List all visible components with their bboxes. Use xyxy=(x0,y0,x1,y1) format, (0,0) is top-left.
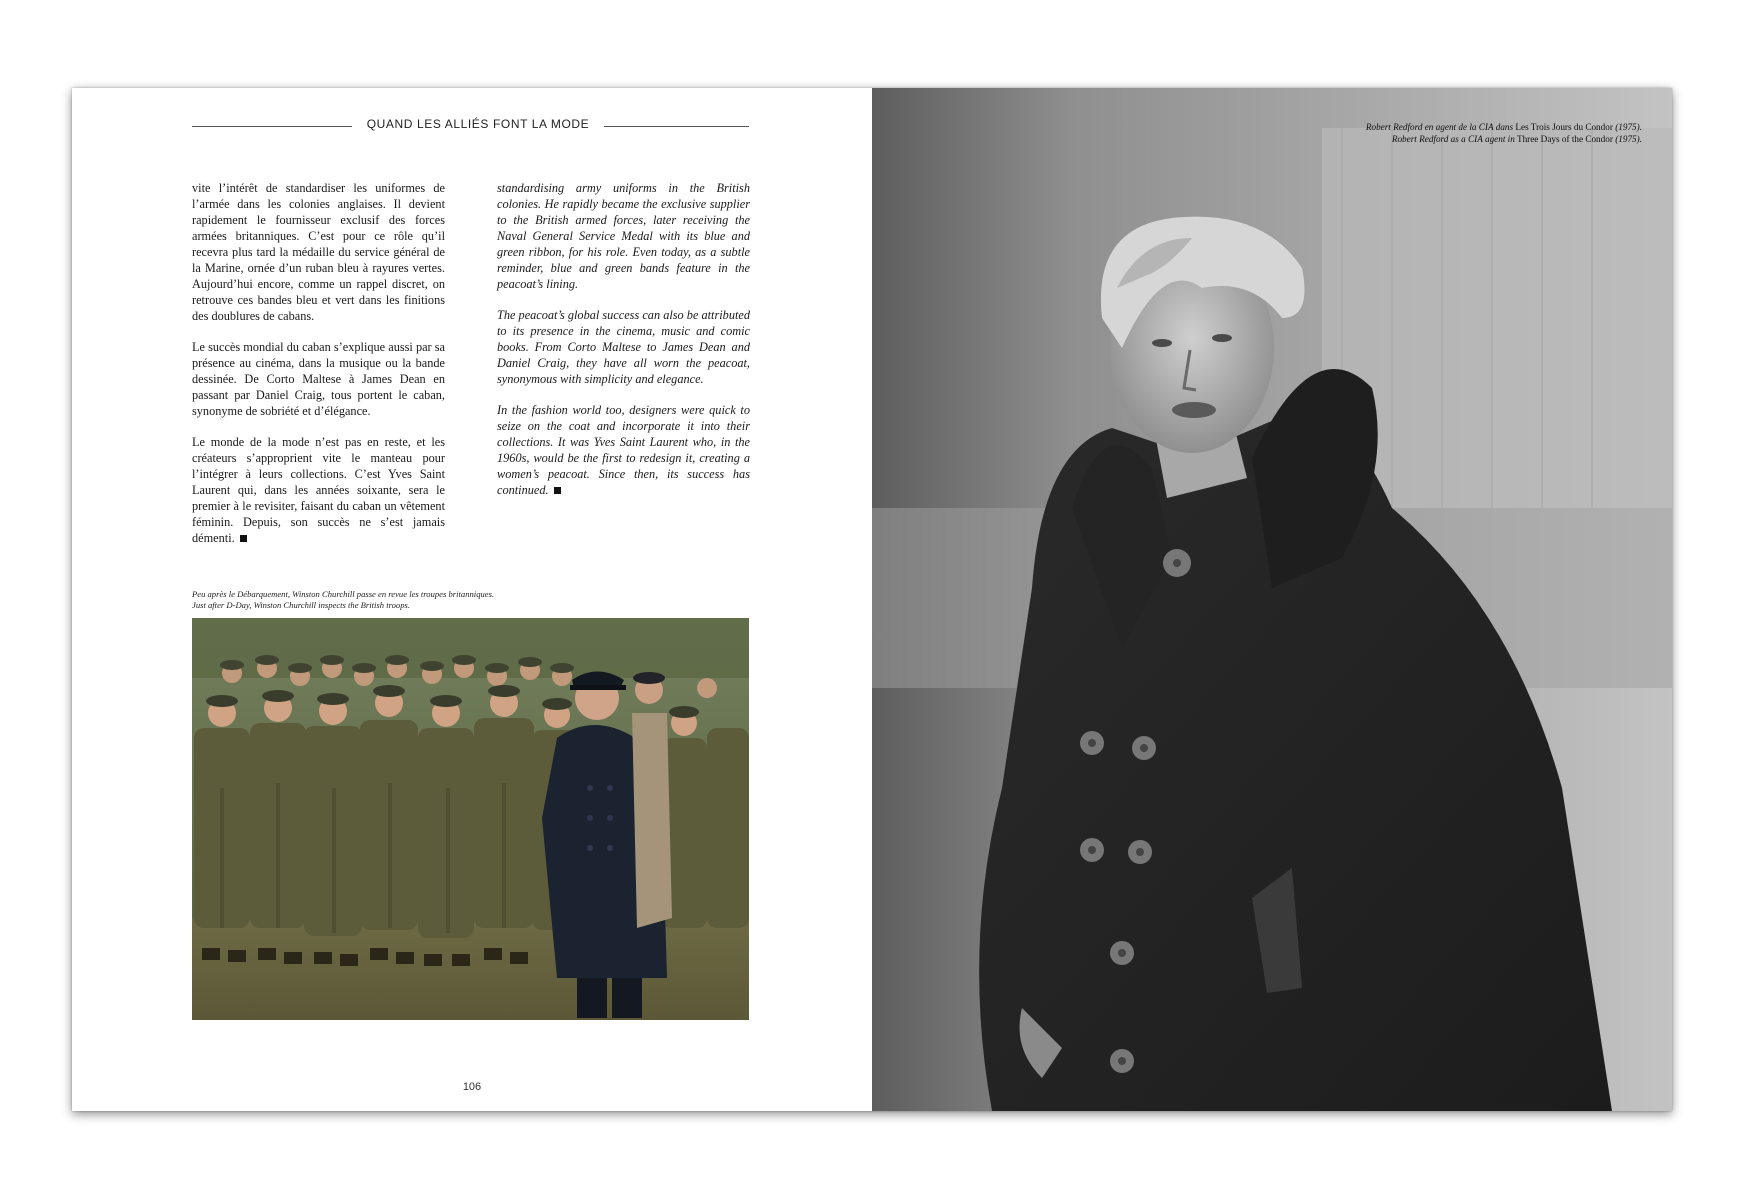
troops-photo-illustration xyxy=(192,618,749,1020)
page-number: 106 xyxy=(462,1081,482,1093)
french-paragraph xyxy=(192,434,445,546)
end-mark-icon xyxy=(554,487,561,494)
book-spread xyxy=(72,88,1672,1111)
header-rule-right xyxy=(604,126,749,127)
left-page xyxy=(72,88,872,1111)
header-rule-left xyxy=(192,126,352,127)
right-page xyxy=(872,88,1672,1111)
french-paragraph: Le succès mondial du caban s’explique aussi par sa présence au cinéma, dans la musique ou la bande dessinée. De Corto Maltese à James Dean en passant par Daniel Craig, tous portent le caban, synonyme de sobriété et d’élégance. xyxy=(192,340,445,418)
english-paragraph: standardising army uniforms in the British colonies. He rapidly became the exclusive supplier to the British armed forces, later receiving the Naval General Service Medal with its blue and green ribbon, for his role. Even today, as a subtle reminder, blue and green bands feature in the peacoat’s lining. xyxy=(497,181,750,291)
french-paragraph: vite l’intérêt de standardiser les uniformes de l’armée dans les colonies anglaises. Il devient rapidement le fournisseur exclusif des forces armées britanniques. C’est pour ce rôle qu’il recevra plus tard la médaille du service général de la Marine, ornée d’un ruban bleu à rayures vertes. Aujourd’hui encore, comme un rappel discret, on retrouve ces bandes bleu et vert dans les finitions des doublures de cabans. xyxy=(192,181,445,323)
english-paragraph-text: In the fashion world too, designers were quick to seize on the coat and incorporate it into their collections. It was Yves Saint Laurent who, in the 1960s, would be the first to redesign it, creating a women’s peacoat. Since then, its success has continued. xyxy=(497,403,750,497)
english-paragraph: The peacoat’s global success can also be attributed to its presence in the cinema, music and comic books. From Corto Maltese to James Dean and Daniel Craig, they have all worn the peacoat, synonymous with simplicity and elegance. xyxy=(497,308,750,386)
portrait-caption xyxy=(1222,121,1642,145)
photo-caption-french: Peu après le Débarquement, Winston Churchill passe en revue les troupes britanniques. xyxy=(192,589,495,599)
english-text-column xyxy=(497,180,750,513)
photo-caption-english: Just after D-Day, Winston Churchill inspects the British troops. xyxy=(192,600,411,610)
end-mark-icon xyxy=(240,535,247,542)
english-paragraph xyxy=(497,402,750,498)
running-header: QUAND LES ALLIÉS FONT LA MODE xyxy=(366,117,590,131)
redford-peacoat-photo xyxy=(872,88,1672,1111)
portrait-caption-french: Robert Redford en agent de la CIA dans Les Trois Jours du Condor (1975). xyxy=(1365,122,1642,132)
photo-caption xyxy=(192,589,752,611)
churchill-troops-photo xyxy=(192,618,749,1020)
french-text-column xyxy=(192,180,445,561)
french-paragraph-text: Le monde de la mode n’est pas en reste, et les créateurs s’approprient vite le manteau pour l’intégrer à leurs collections. C’est Yves Saint Laurent qui, dans les années soixante, sera le premier à le revisiter, faisant du caban un vêtement féminin. Depuis, son succès ne s’est jamais démenti. xyxy=(192,435,445,545)
portrait-caption-english: Robert Redford as a CIA agent in Three Days of the Condor (1975). xyxy=(1391,134,1642,144)
